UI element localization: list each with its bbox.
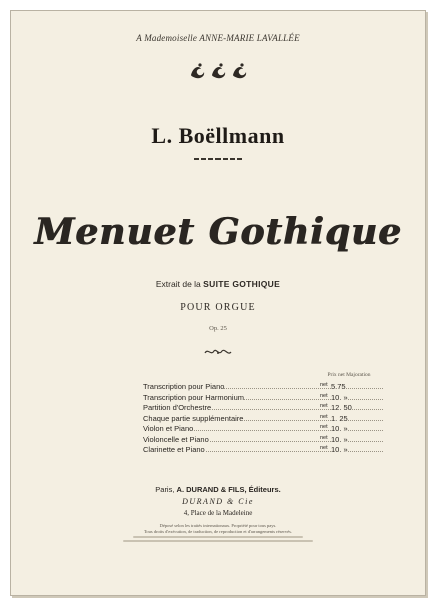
price-list bbox=[143, 382, 383, 456]
price-row bbox=[143, 393, 383, 404]
net-label: net bbox=[320, 382, 328, 388]
arrangement-label: Clarinette et Piano bbox=[143, 445, 205, 454]
score-cover-page bbox=[10, 10, 426, 596]
price-value: 5.75 bbox=[331, 382, 346, 391]
net-label: net bbox=[320, 392, 328, 399]
price-value: 10. » bbox=[331, 424, 348, 433]
price-column-header: Prix net Majoration bbox=[327, 372, 371, 378]
fine-print-line: Tous droits d'exécution, de traduction, de reproduction et d'arrangements réservés. bbox=[143, 528, 292, 534]
price-row bbox=[143, 445, 383, 456]
net-label: net bbox=[320, 403, 328, 409]
subtitle-suite: SUITE GOTHIQUE bbox=[203, 279, 281, 289]
price-value: 10. » bbox=[331, 445, 348, 454]
ornament-flourish-icon bbox=[204, 347, 232, 357]
fine-print-line bbox=[133, 536, 303, 538]
dedication: A Mademoiselle ANNE-MARIE LAVALLÉE bbox=[136, 33, 300, 43]
ornament-vignette-icon bbox=[187, 59, 251, 81]
price-row bbox=[143, 403, 383, 414]
price-row bbox=[143, 414, 383, 425]
ornament-divider-icon bbox=[194, 157, 242, 161]
price-value: 10. » bbox=[331, 392, 348, 402]
arrangement-label: Transcription pour Harmonium bbox=[143, 392, 245, 402]
arrangement-label: Transcription pour Piano bbox=[143, 382, 225, 391]
work-title: Menuet Gothique bbox=[34, 211, 402, 253]
price-row bbox=[143, 435, 383, 446]
fine-print-line: Déposé selon les traités internationaux. Propriété pour tous pays. bbox=[159, 523, 277, 528]
publisher-name: A. DURAND & FILS, Éditeurs. bbox=[176, 485, 281, 494]
publisher-address: 4, Place de la Madeleine bbox=[183, 509, 253, 517]
arrangement-label: Violon et Piano bbox=[143, 424, 194, 433]
net-label: net bbox=[320, 445, 328, 451]
net-label: net bbox=[320, 424, 328, 430]
fine-print-line bbox=[123, 540, 313, 542]
arrangement-label: Chaque partie supplémentaire bbox=[143, 413, 244, 423]
net-label: net bbox=[320, 434, 328, 441]
legal-fine-print bbox=[11, 523, 425, 542]
net-label: net bbox=[320, 413, 328, 420]
arrangement-label: Violoncelle et Piano bbox=[143, 434, 209, 444]
price-value: 10. » bbox=[331, 434, 348, 444]
price-row bbox=[143, 424, 383, 435]
opus-number: Op. 25 bbox=[209, 325, 227, 332]
publisher-line bbox=[11, 485, 425, 494]
instrument: POUR ORGUE bbox=[180, 302, 256, 313]
price-value: 1. 25 bbox=[331, 413, 348, 423]
subtitle-prefix: Extrait de la bbox=[155, 279, 201, 289]
publisher-short: DURAND & Cie bbox=[182, 497, 254, 506]
publisher-city: Paris, bbox=[155, 485, 175, 494]
price-row bbox=[143, 382, 383, 393]
subtitle bbox=[11, 279, 425, 289]
arrangement-label: Partition d'Orchestre bbox=[143, 403, 212, 412]
price-value: 12. 50 bbox=[331, 403, 352, 412]
composer-name: L. Boëllmann bbox=[151, 123, 285, 148]
